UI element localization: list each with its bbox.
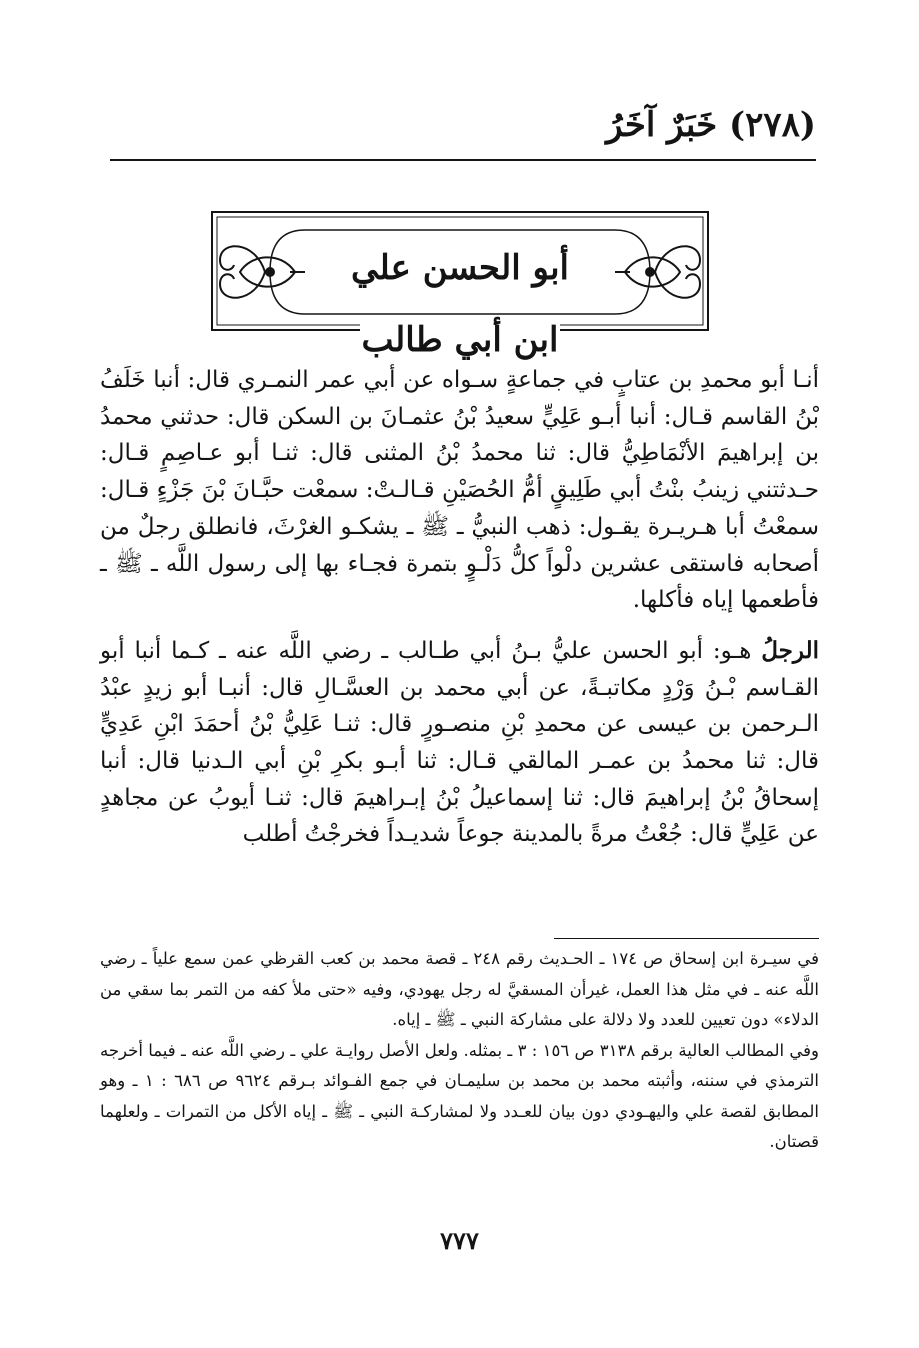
page-number: ٧٧٧ <box>440 1226 479 1255</box>
header-rule <box>110 159 816 161</box>
footnote-2: وفي المطالب العالية برقم ٣١٣٨ ص ١٥٦ : ٣ ـ بمثله. ولعل الأصل روايـة علي ـ رضي اللَّه عنه ـ فيما أخرجه الترمذي في سننه، وأثبته محمد بن محمد بن سليمـان في جمع الفـوائد بـرقم ٩٦٢٤ ص ٦٨٦ : ١ ـ وهو المطابق لقصة علي واليهـودي دون بيان للعـدد ولا لمشاركـة النبي ـ ﷺ ـ إياه الأكل من التمرات ـ ولعلهما قصتان. <box>100 1040 820 1151</box>
footnotes <box>100 944 819 1158</box>
section-title-box <box>210 210 710 360</box>
main-text <box>100 362 819 853</box>
section-title-line2: ابن أبي طالب <box>361 320 559 360</box>
footnote-1: في سيـرة ابن إسحاق ص ١٧٤ ـ الحـديث رقم ٢٤٨ ـ قصة محمد بن كعب القرظي عمن سمع علياً ـ رضي اللَّه عنه ـ في مثل هذا العمل، غيرأن المسقيَّ له رجل يهودي، وفيه «حتى ملأ كفه من التمر بما سقي من الدلاء» دون تعيين للعدد ولا دلالة على مشاركة النبي ـ ﷺ ـ إياه. <box>100 949 820 1029</box>
paragraph-2-text: هـو: أبو الحسن عليُّ بـنُ أبي طـالب ـ رضي اللَّه عنه ـ كـما أنبا أبو القـاسم بْـنُ وَرْدٍ مكاتبـةً، عن أبي محمد بن العسَّـالِ قال: أنبـا أبو زيدٍ عبْدُ الـرحمن بن عيسى عن محمدِ بْنِ منصـورٍ قال: ثنـا عَلِيُّ بْنُ أحمَدَ ابْنِ عَدِيٍّ قال: ثنا محمدُ بن عمـر المالقي قـال: ثنا أبـو بكرِ بْنِ أبي الـدنيا قال: أنبا إسحاقُ بْنُ إبراهيمَ قال: ثنا إسماعيلُ بْنُ إبـراهيمَ قال: ثنـا أيوبُ عن مجاهدٍ عن عَلِيٍّ قال: جُعْتُ مرةً بالمدينة جوعاً شديـداً فخرجْتُ أطلب <box>100 637 819 848</box>
paragraph-1: أنـا أبو محمدِ بن عتابٍ في جماعةٍ سـواه عن أبي عمر النمـري قال: أنبا خَلَفُ بْنُ القاسم قـال: أنبا أبـو عَلِيٍّ سعيدُ بْنُ عثمـانَ بن السكن قال: حدثني محمدُ بن إبراهيمَ الأنْمَاطِيُّ قال: ثنا محمدُ بْنُ المثنى قال: ثنـا أبو عـاصِمٍ قـال: حـدثتني زينبُ بنْتُ أبي طَلِيقٍ أمُّ الحُصَيْنِ قـالـتْ: سمعْت حبَّـانَ بْنَ جَزْءٍ قـال: سمعْتُ أبا هـريـرة يقـول: ذهب النبيُّ ـ ﷺ ـ يشكـو الغرْثَ، فانطلق رجلٌ من أصحابه فاستقى عشرين دلْواً كلُّ دَلْـوٍ بتمرة فجـاء بها إلى رسول اللَّه ـ ﷺ ـ فأطعمها إياه فأكلها. <box>100 367 819 614</box>
footnote-rule <box>554 938 819 939</box>
paragraph-2-lead: الرجلُ <box>761 636 819 664</box>
chapter-title: (٢٧٨) خَبَرٌ آخَرُ <box>606 105 816 145</box>
page-header <box>110 95 816 175</box>
section-title-line1: أبو الحسن علي <box>351 248 569 288</box>
paragraph-2 <box>100 633 819 853</box>
